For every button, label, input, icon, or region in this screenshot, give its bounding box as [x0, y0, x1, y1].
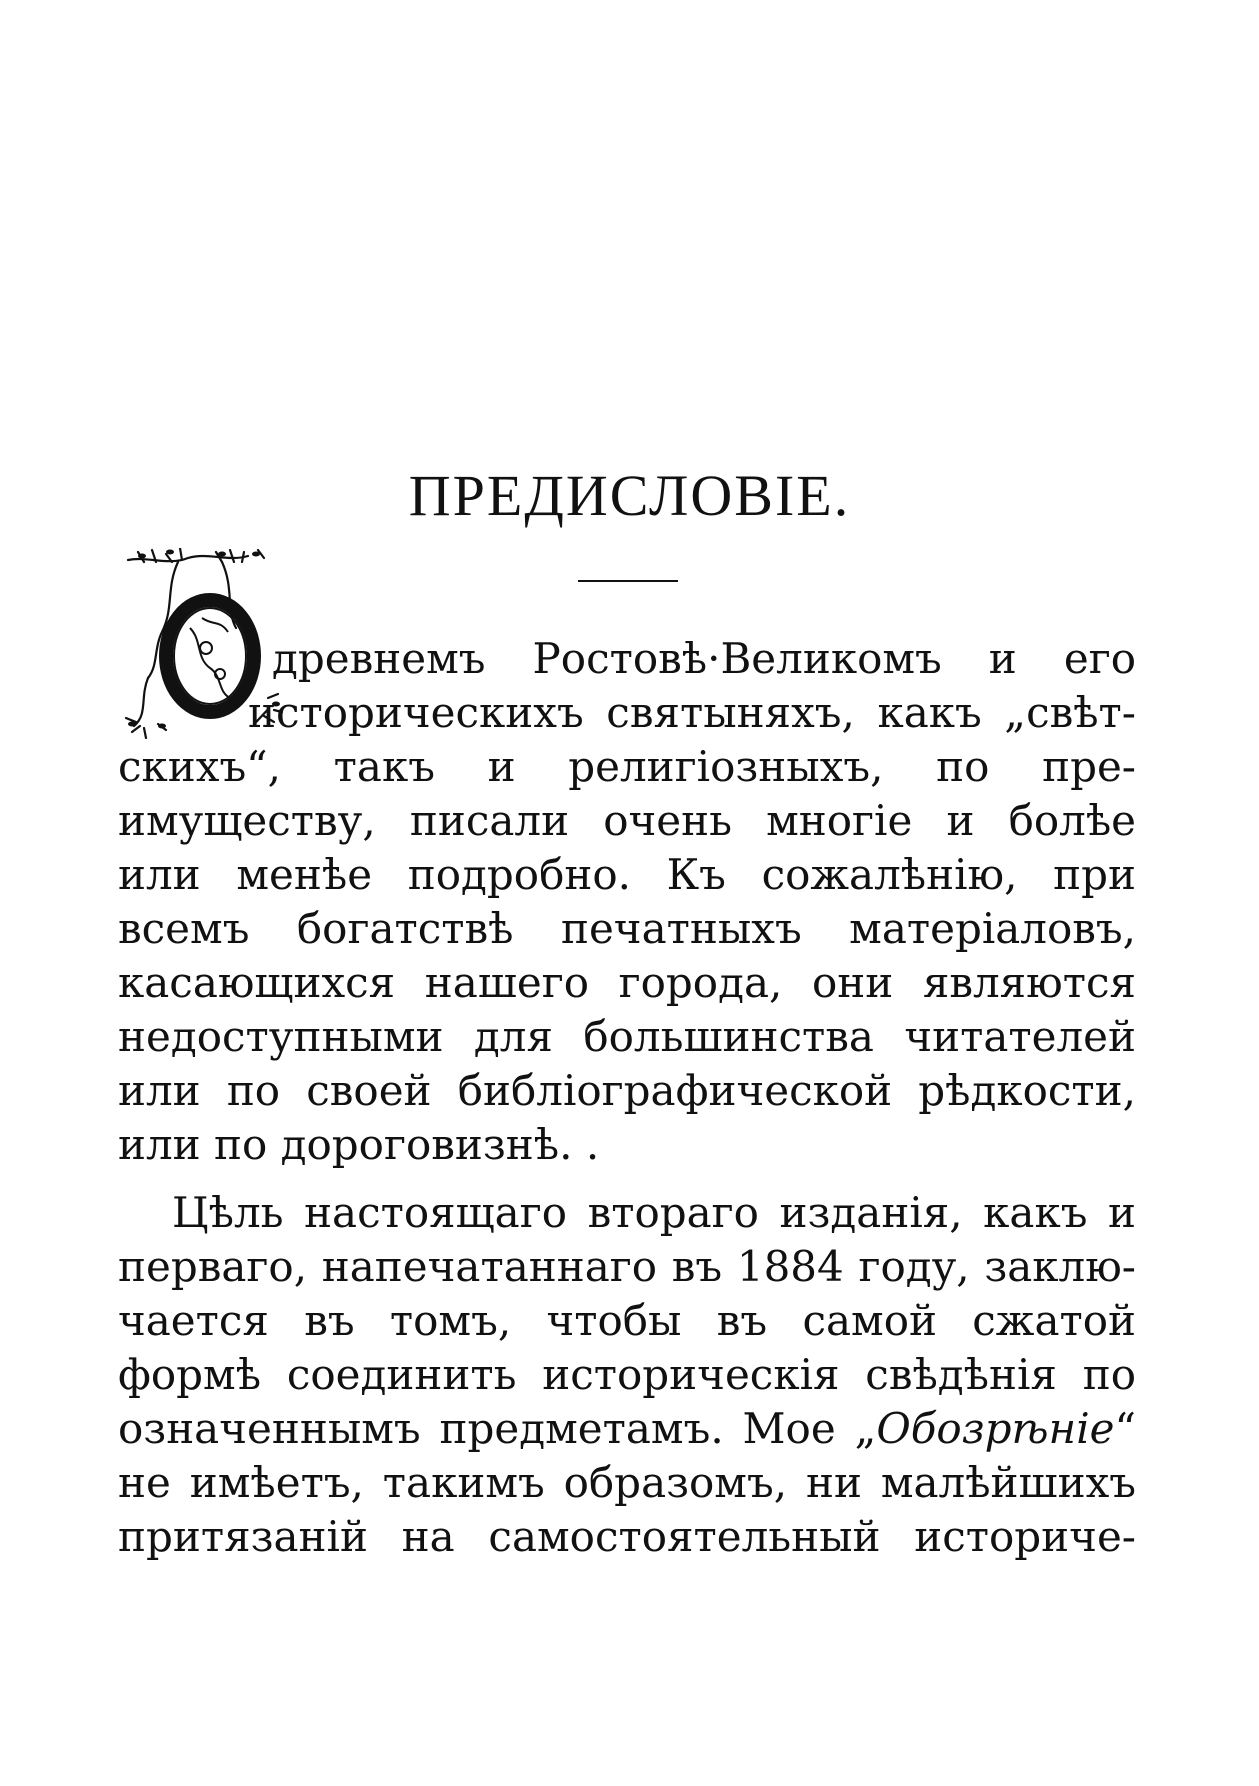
text-line: древнемъ Ростовѣ·Великомъ и его [272, 634, 1136, 683]
text-line: притязаній на самостоятельный историче- [118, 1512, 1136, 1561]
text-line [118, 1402, 1136, 1456]
text-line: Цѣль настоящаго втораго изданія, какъ и [172, 1188, 1136, 1237]
text-line: касающихся нашего города, они являются [118, 958, 1136, 1007]
title-divider [578, 580, 678, 582]
text-line: или по дороговизнѣ. . [118, 1120, 600, 1169]
text-line: имуществу, писали очень многіе и болѣе [118, 796, 1136, 845]
italic-title: Обозрѣніе [876, 1404, 1115, 1453]
text-line: всемъ богатствѣ печатныхъ матеріаловъ, [118, 904, 1136, 953]
page-title: ПРЕДИСЛОВІЕ. [408, 463, 851, 528]
text-line: историческихъ святыняхъ, какъ „свѣт- [248, 688, 1136, 737]
text-line: или менѣе подробно. Къ сожалѣнію, при [118, 850, 1136, 899]
text-line: не имѣетъ, такимъ образомъ, ни малѣйшихъ [118, 1458, 1136, 1507]
text-segment: “ [1114, 1404, 1136, 1453]
text-line: чается въ томъ, чтобы въ самой сжатой [118, 1296, 1136, 1345]
text-line: формѣ соединить историческія свѣдѣнія по [118, 1350, 1136, 1399]
text-line: скихъ“, такъ и религіозныхъ, по пре- [118, 742, 1136, 791]
text-segment: означеннымъ предметамъ. Мое „ [118, 1404, 877, 1453]
text-line: или по своей библіографической рѣдкости, [118, 1066, 1136, 1115]
text-line: недоступными для большинства читателей [118, 1012, 1136, 1061]
text-line: перваго, напечатаннаго въ 1884 году, заклю- [118, 1242, 1136, 1291]
